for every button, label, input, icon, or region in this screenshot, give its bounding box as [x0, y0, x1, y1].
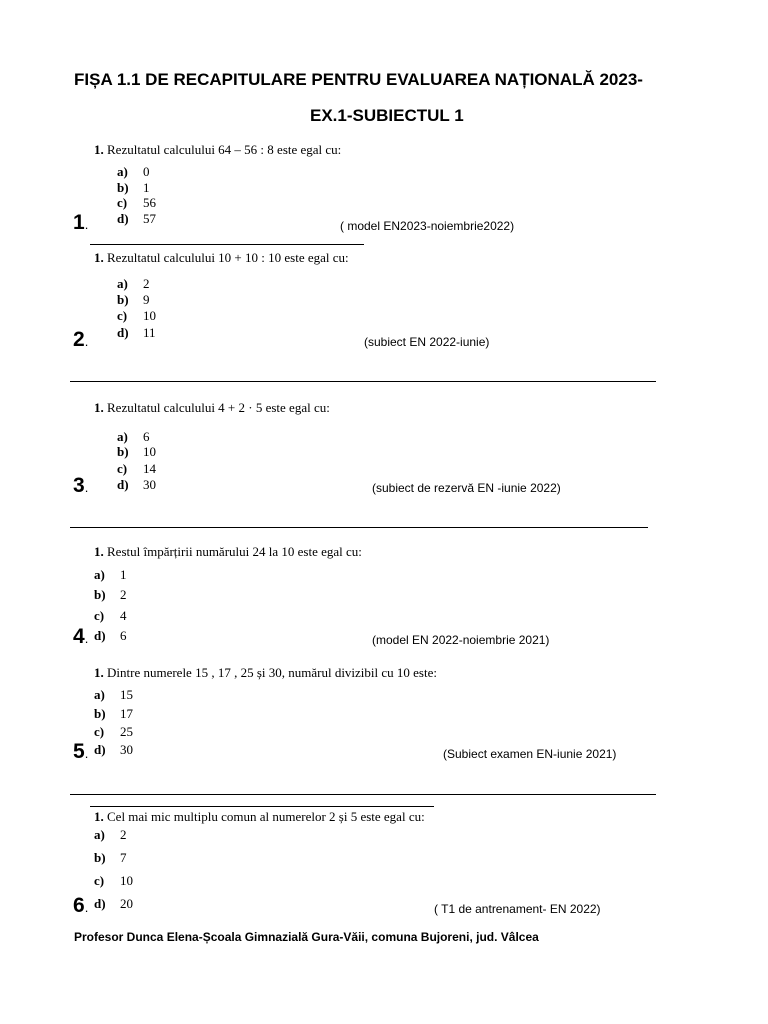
question-6-option-b: b) 7: [94, 850, 127, 865]
question-2-option-c: c) 10: [117, 308, 156, 323]
question-5-option-a: a) 15: [94, 687, 133, 702]
footer-author: Profesor Dunca Elena-Școala Gimnazială Gura-Văii, comuna Bujoreni, jud. Vâlcea: [74, 930, 539, 944]
question-1-option-c: c) 56: [117, 195, 156, 210]
question-1-source: ( model EN2023-noiembrie2022): [340, 219, 515, 233]
question-3-source: (subiect de rezervă EN -iunie 2022): [372, 481, 561, 495]
question-3-option-d: d) 30: [117, 477, 156, 492]
question-6-option-a: a) 2: [94, 827, 127, 842]
document-title: FIȘA 1.1 DE RECAPITULARE PENTRU EVALUAREA NAȚIONALĂ 2023-: [74, 70, 643, 89]
question-6-source: ( T1 de antrenament- EN 2022): [434, 902, 601, 916]
question-2-option-b: b) 9: [117, 292, 150, 307]
separator-line: [70, 794, 656, 795]
question-5-option-d: d) 30: [94, 742, 133, 757]
question-5-option-b: b) 17: [94, 706, 133, 721]
question-5-option-c: c) 25: [94, 724, 133, 739]
question-4-prompt: 1. Restul împărțirii numărului 24 la 10 este egal cu:: [94, 544, 362, 559]
question-4-source: (model EN 2022-noiembrie 2021): [372, 633, 550, 647]
question-3-prompt: 1. Rezultatul calculului 4 + 2 · 5 este egal cu:: [94, 400, 330, 415]
question-1-option-a: a) 0: [117, 164, 150, 179]
question-5-prompt: 1. Dintre numerele 15 , 17 , 25 și 30, numărul divizibil cu 10 este:: [94, 665, 437, 680]
question-6-option-c: c) 10: [94, 873, 133, 888]
question-2-option-a: a) 2: [117, 276, 150, 291]
question-3-number: 3.: [73, 474, 89, 497]
question-3-option-b: b) 10: [117, 444, 156, 459]
question-4-option-c: c) 4: [94, 608, 127, 623]
question-2-prompt: 1. Rezultatul calculului 10 + 10 : 10 este egal cu:: [94, 250, 349, 265]
question-4-option-b: b) 2: [94, 587, 127, 602]
question-4-number: 4.: [73, 625, 89, 648]
separator-line: [70, 381, 656, 382]
separator-line: [70, 527, 648, 528]
question-6-number: 6.: [73, 894, 89, 917]
question-2-source: (subiect EN 2022-iunie): [364, 335, 490, 349]
question-6-prompt: 1. Cel mai mic multiplu comun al numerelor 2 și 5 este egal cu:: [94, 809, 425, 824]
document-subtitle: EX.1-SUBIECTUL 1: [310, 106, 464, 125]
question-2-number: 2.: [73, 328, 89, 351]
question-4-option-d: d) 6: [94, 628, 127, 643]
question-5-number: 5.: [73, 740, 89, 763]
question-3-option-a: a) 6: [117, 429, 150, 444]
question-1-number: 1.: [73, 211, 89, 234]
question-1-option-b: b) 1: [117, 180, 150, 195]
separator-short: [90, 806, 434, 807]
question-1-prompt: 1. Rezultatul calculului 64 – 56 : 8 este egal cu:: [94, 142, 342, 157]
question-4-option-a: a) 1: [94, 567, 127, 582]
question-2-option-d: d) 11: [117, 325, 156, 340]
question-1-option-d: d) 57: [117, 211, 156, 226]
question-3-option-c: c) 14: [117, 461, 156, 476]
separator-short: [90, 244, 364, 245]
question-5-source: (Subiect examen EN-iunie 2021): [443, 747, 617, 761]
question-6-option-d: d) 20: [94, 896, 133, 911]
